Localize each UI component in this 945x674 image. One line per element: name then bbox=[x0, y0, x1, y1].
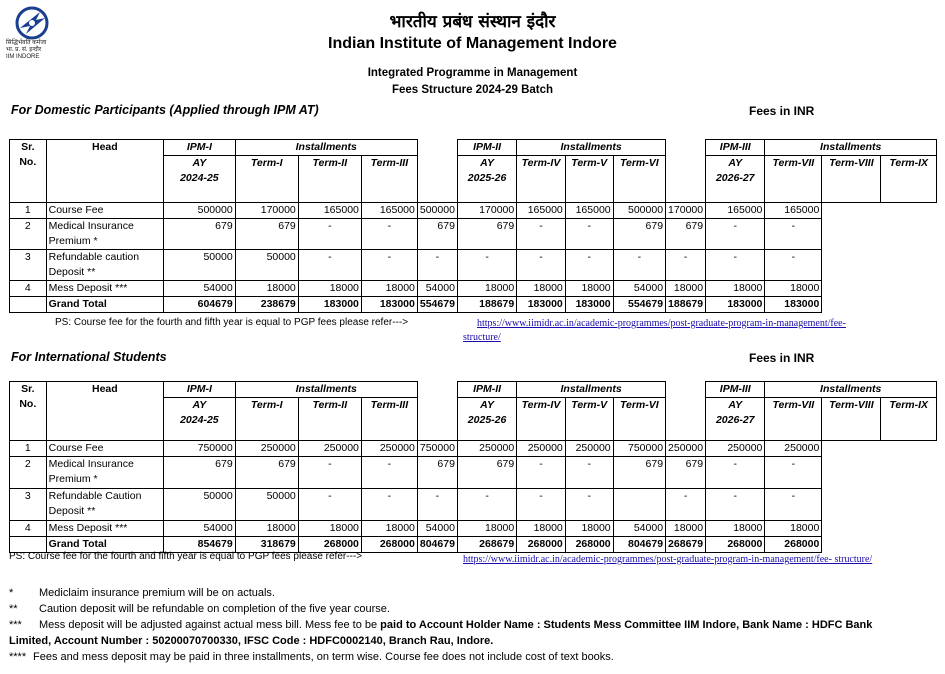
head-cell: Medical Insurance Premium * bbox=[46, 457, 163, 489]
amount-cell: - bbox=[457, 489, 516, 521]
amount-cell: 679 bbox=[613, 219, 665, 250]
amount-cell: 18000 bbox=[457, 521, 516, 537]
term-header: Term-II bbox=[298, 398, 361, 441]
amount-cell: 250000 bbox=[666, 441, 706, 457]
amount-cell: 679 bbox=[164, 219, 236, 250]
amount-cell: - bbox=[298, 489, 361, 521]
table-row bbox=[10, 219, 937, 250]
amount-cell: 679 bbox=[417, 219, 457, 250]
ipm1-header: IPM-I bbox=[164, 382, 236, 398]
amount-cell: 18000 bbox=[765, 521, 822, 537]
amount-cell: 679 bbox=[235, 457, 298, 489]
amount-cell: 165000 bbox=[298, 203, 361, 219]
amount-cell: 18000 bbox=[666, 521, 706, 537]
amount-cell: 804679 bbox=[613, 537, 665, 553]
sr-no-cell: 1 bbox=[10, 203, 47, 219]
amount-cell: 54000 bbox=[417, 281, 457, 297]
amount-cell: 18000 bbox=[298, 281, 361, 297]
amount-cell: 268000 bbox=[361, 537, 417, 553]
amount-cell: 170000 bbox=[457, 203, 516, 219]
amount-cell: 250000 bbox=[706, 441, 765, 457]
amount-cell: 18000 bbox=[517, 521, 566, 537]
amount-cell: 54000 bbox=[613, 521, 665, 537]
amount-cell: 268000 bbox=[517, 537, 566, 553]
amount-cell: 183000 bbox=[517, 297, 566, 313]
amount-cell: 268679 bbox=[666, 537, 706, 553]
amount-cell: 170000 bbox=[666, 203, 706, 219]
term-header: Term-I bbox=[235, 156, 298, 203]
amount-cell: 18000 bbox=[666, 281, 706, 297]
term-header: Term-VII bbox=[765, 156, 822, 203]
amount-cell: 679 bbox=[457, 457, 516, 489]
amount-cell: 554679 bbox=[417, 297, 457, 313]
amount-cell: 18000 bbox=[565, 281, 613, 297]
amount-cell: - bbox=[706, 250, 765, 281]
amount-cell: - bbox=[666, 489, 706, 521]
ipm3-header: IPM-III bbox=[706, 382, 765, 398]
amount-cell: 18000 bbox=[565, 521, 613, 537]
amount-cell: - bbox=[706, 489, 765, 521]
term-header: Term-VIII bbox=[822, 156, 881, 203]
ay-header: AY 2024-25 bbox=[164, 156, 236, 203]
amount-cell: 170000 bbox=[235, 203, 298, 219]
amount-cell: 183000 bbox=[765, 297, 822, 313]
ipm1-header: IPM-I bbox=[164, 140, 236, 156]
grand-total-row bbox=[10, 297, 937, 313]
amount-cell: 18000 bbox=[298, 521, 361, 537]
installments-header: Installments bbox=[765, 140, 937, 156]
amount-cell: - bbox=[417, 489, 457, 521]
head-header: Head bbox=[46, 382, 163, 441]
footnotes bbox=[9, 585, 939, 665]
head-cell: Refundable caution Deposit ** bbox=[46, 250, 163, 281]
amount-cell: 750000 bbox=[417, 441, 457, 457]
amount-cell: 679 bbox=[164, 457, 236, 489]
installments-header: Installments bbox=[235, 140, 417, 156]
head-cell: Course Fee bbox=[46, 203, 163, 219]
amount-cell: 679 bbox=[235, 219, 298, 250]
term-header: Term-IX bbox=[881, 156, 937, 203]
sr-no-header: Sr. No. bbox=[10, 140, 47, 203]
ay-header: AY 2025-26 bbox=[457, 156, 516, 203]
amount-cell: 183000 bbox=[565, 297, 613, 313]
amount-cell: 18000 bbox=[235, 521, 298, 537]
pgp-fee-link[interactable]: https://www.iimidr.ac.in/academic-programmes/post-graduate-program-in-management/fee- bbox=[477, 318, 846, 329]
ipm3-header: IPM-III bbox=[706, 140, 765, 156]
sr-no-cell: 4 bbox=[10, 521, 47, 537]
ay-header: AY 2026-27 bbox=[706, 398, 765, 441]
amount-cell: - bbox=[298, 219, 361, 250]
amount-cell: 54000 bbox=[613, 281, 665, 297]
amount-cell: 183000 bbox=[361, 297, 417, 313]
amount-cell: 750000 bbox=[613, 441, 665, 457]
head-cell: Mess Deposit *** bbox=[46, 281, 163, 297]
amount-cell: 188679 bbox=[666, 297, 706, 313]
table-row bbox=[10, 250, 937, 281]
amount-cell: 54000 bbox=[417, 521, 457, 537]
amount-cell: 50000 bbox=[235, 489, 298, 521]
term-header: Term-IX bbox=[881, 398, 937, 441]
amount-cell: - bbox=[517, 457, 566, 489]
domestic-heading: For Domestic Participants (Applied through IPM AT) bbox=[11, 103, 319, 117]
hindi-title: भारतीय प्रबंध संस्थान इंदौर bbox=[389, 12, 556, 32]
head-cell: Grand Total bbox=[46, 297, 163, 313]
term-header: Term-VII bbox=[765, 398, 822, 441]
term-header: Term-VI bbox=[613, 156, 665, 203]
amount-cell: 165000 bbox=[361, 203, 417, 219]
amount-cell: 268000 bbox=[298, 537, 361, 553]
amount-cell: - bbox=[361, 250, 417, 281]
amount-cell: 268000 bbox=[706, 537, 765, 553]
amount-cell: 165000 bbox=[765, 203, 822, 219]
logo-motto: सिद्धिर्भवति कर्मजा bbox=[6, 40, 47, 46]
term-header: Term-IV bbox=[517, 398, 566, 441]
amount-cell: 500000 bbox=[164, 203, 236, 219]
term-header: Term-VI bbox=[613, 398, 665, 441]
international-fees-label: Fees in INR bbox=[749, 351, 815, 365]
table-row bbox=[10, 489, 937, 521]
amount-cell: 268679 bbox=[457, 537, 516, 553]
amount-cell: 250000 bbox=[765, 441, 822, 457]
amount-cell: 18000 bbox=[706, 521, 765, 537]
term-header: Term-III bbox=[361, 156, 417, 203]
sr-no-cell: 2 bbox=[10, 457, 47, 489]
amount-cell: 500000 bbox=[613, 203, 665, 219]
pgp-fee-link-continued[interactable]: structure/ bbox=[463, 332, 501, 343]
page-title: Indian Institute of Management Indore bbox=[328, 35, 617, 52]
pgp-fee-link-international[interactable]: https://www.iimidr.ac.in/academic-programmes/post-graduate-program-in-management/fee- structure/ bbox=[463, 554, 873, 565]
term-header: Term-III bbox=[361, 398, 417, 441]
amount-cell: - bbox=[361, 457, 417, 489]
amount-cell: 679 bbox=[613, 457, 665, 489]
amount-cell: - bbox=[765, 457, 822, 489]
amount-cell: 183000 bbox=[298, 297, 361, 313]
amount-cell: 679 bbox=[417, 457, 457, 489]
amount-cell: 54000 bbox=[164, 281, 236, 297]
amount-cell: 250000 bbox=[517, 441, 566, 457]
ipm2-header: IPM-II bbox=[457, 382, 516, 398]
head-cell: Refundable Caution Deposit ** bbox=[46, 489, 163, 521]
amount-cell: - bbox=[298, 457, 361, 489]
amount-cell: 50000 bbox=[235, 250, 298, 281]
term-header: Term-VIII bbox=[822, 398, 881, 441]
amount-cell: 18000 bbox=[517, 281, 566, 297]
sr-no-header: Sr. No. bbox=[10, 382, 47, 441]
amount-cell: 18000 bbox=[235, 281, 298, 297]
logo-hindi-name: भा. प्र. सं. इन्दौर bbox=[6, 47, 42, 53]
ay-header: AY 2024-25 bbox=[164, 398, 236, 441]
table-row bbox=[10, 441, 937, 457]
amount-cell: 250000 bbox=[235, 441, 298, 457]
amount-cell: - bbox=[565, 489, 613, 521]
installments-header: Installments bbox=[517, 382, 666, 398]
amount-cell: - bbox=[565, 250, 613, 281]
head-cell: Course Fee bbox=[46, 441, 163, 457]
amount-cell: - bbox=[765, 219, 822, 250]
amount-cell: 679 bbox=[457, 219, 516, 250]
amount-cell: - bbox=[565, 219, 613, 250]
sr-no-cell: 3 bbox=[10, 250, 47, 281]
amount-cell: 804679 bbox=[417, 537, 457, 553]
amount-cell: 165000 bbox=[706, 203, 765, 219]
table-row bbox=[10, 457, 937, 489]
term-header: Term-IV bbox=[517, 156, 566, 203]
domestic-fee-table bbox=[9, 139, 937, 313]
amount-cell: 188679 bbox=[457, 297, 516, 313]
amount-cell: 165000 bbox=[517, 203, 566, 219]
logo-english-name: IIM INDORE bbox=[6, 54, 40, 60]
installments-header: Installments bbox=[517, 140, 666, 156]
amount-cell: - bbox=[361, 489, 417, 521]
amount-cell: 679 bbox=[666, 219, 706, 250]
footnote-4: **** Fees and mess deposit may be paid in three installments, on term wise. Course fee does not include cost of text books. bbox=[9, 651, 614, 663]
installments-header: Installments bbox=[765, 382, 937, 398]
amount-cell: - bbox=[765, 489, 822, 521]
amount-cell: - bbox=[706, 219, 765, 250]
amount-cell: - bbox=[417, 250, 457, 281]
amount-cell: 250000 bbox=[298, 441, 361, 457]
footnote-3-bank-details: Limited, Account Number : 50200070700330, IFSC Code : HDFC0002140, Branch Rau, Indore. bbox=[9, 635, 494, 647]
footnote-2: ** Caution deposit will be refundable on completion of the five year course. bbox=[9, 603, 390, 615]
table-row bbox=[10, 521, 937, 537]
amount-cell: - bbox=[706, 457, 765, 489]
amount-cell: - bbox=[298, 250, 361, 281]
amount-cell: 268000 bbox=[565, 537, 613, 553]
amount-cell: 268000 bbox=[765, 537, 822, 553]
term-header: Term-V bbox=[565, 398, 613, 441]
sr-no-cell: 2 bbox=[10, 219, 47, 250]
domestic-fees-label: Fees in INR bbox=[749, 104, 815, 118]
amount-cell: 250000 bbox=[565, 441, 613, 457]
ay-header: AY 2026-27 bbox=[706, 156, 765, 203]
amount-cell: 238679 bbox=[235, 297, 298, 313]
head-cell: Grand Total bbox=[46, 537, 163, 553]
amount-cell: 165000 bbox=[565, 203, 613, 219]
ipm2-header: IPM-II bbox=[457, 140, 516, 156]
amount-cell: 18000 bbox=[706, 281, 765, 297]
international-fee-table bbox=[9, 381, 937, 553]
amount-cell: - bbox=[517, 250, 566, 281]
amount-cell: 318679 bbox=[235, 537, 298, 553]
sr-no-cell bbox=[10, 297, 47, 313]
programme-name: Integrated Programme in Management bbox=[367, 67, 578, 79]
term-header: Term-V bbox=[565, 156, 613, 203]
international-heading: For International Students bbox=[11, 350, 167, 364]
amount-cell: 854679 bbox=[164, 537, 236, 553]
amount-cell: 250000 bbox=[457, 441, 516, 457]
amount-cell: 50000 bbox=[164, 250, 236, 281]
term-header: Term-I bbox=[235, 398, 298, 441]
head-cell: Mess Deposit *** bbox=[46, 521, 163, 537]
amount-cell: - bbox=[613, 250, 665, 281]
amount-cell: 18000 bbox=[361, 281, 417, 297]
amount-cell: 750000 bbox=[164, 441, 236, 457]
head-cell: Medical Insurance Premium * bbox=[46, 219, 163, 250]
amount-cell: - bbox=[765, 250, 822, 281]
amount-cell: 183000 bbox=[706, 297, 765, 313]
installments-header: Installments bbox=[235, 382, 417, 398]
amount-cell: 604679 bbox=[164, 297, 236, 313]
footnote-3: *** Mess deposit will be adjusted against actual mess bill. Mess fee to be paid to Account Holder Name : Students Mess Committee IIM Indore, Bank Name : HDFC Bank bbox=[9, 619, 873, 631]
head-header: Head bbox=[46, 140, 163, 203]
amount-cell: 18000 bbox=[457, 281, 516, 297]
sr-no-cell: 1 bbox=[10, 441, 47, 457]
amount-cell: 250000 bbox=[361, 441, 417, 457]
amount-cell bbox=[613, 489, 665, 521]
amount-cell: 500000 bbox=[417, 203, 457, 219]
sr-no-cell: 4 bbox=[10, 281, 47, 297]
sr-no-cell: 3 bbox=[10, 489, 47, 521]
footnote-1: * Mediclaim insurance premium will be on actuals. bbox=[9, 587, 275, 599]
table-row bbox=[10, 203, 937, 219]
amount-cell: - bbox=[517, 219, 566, 250]
term-header: Term-II bbox=[298, 156, 361, 203]
amount-cell: 18000 bbox=[765, 281, 822, 297]
amount-cell: - bbox=[565, 457, 613, 489]
amount-cell: - bbox=[517, 489, 566, 521]
amount-cell: - bbox=[457, 250, 516, 281]
domestic-ps-note: PS: Course fee for the fourth and fifth year is equal to PGP fees please refer---> bbox=[55, 317, 409, 328]
amount-cell: - bbox=[361, 219, 417, 250]
fee-structure-batch: Fees Structure 2024-29 Batch bbox=[391, 84, 554, 96]
amount-cell: 554679 bbox=[613, 297, 665, 313]
amount-cell: 679 bbox=[666, 457, 706, 489]
ay-header: AY 2025-26 bbox=[457, 398, 516, 441]
international-ps-note: PS: Course fee for the fourth and fifth year is equal to PGP fees please refer---> bbox=[9, 551, 363, 562]
table-row bbox=[10, 281, 937, 297]
amount-cell: 50000 bbox=[164, 489, 236, 521]
amount-cell: - bbox=[666, 250, 706, 281]
amount-cell: 54000 bbox=[164, 521, 236, 537]
amount-cell: 18000 bbox=[361, 521, 417, 537]
